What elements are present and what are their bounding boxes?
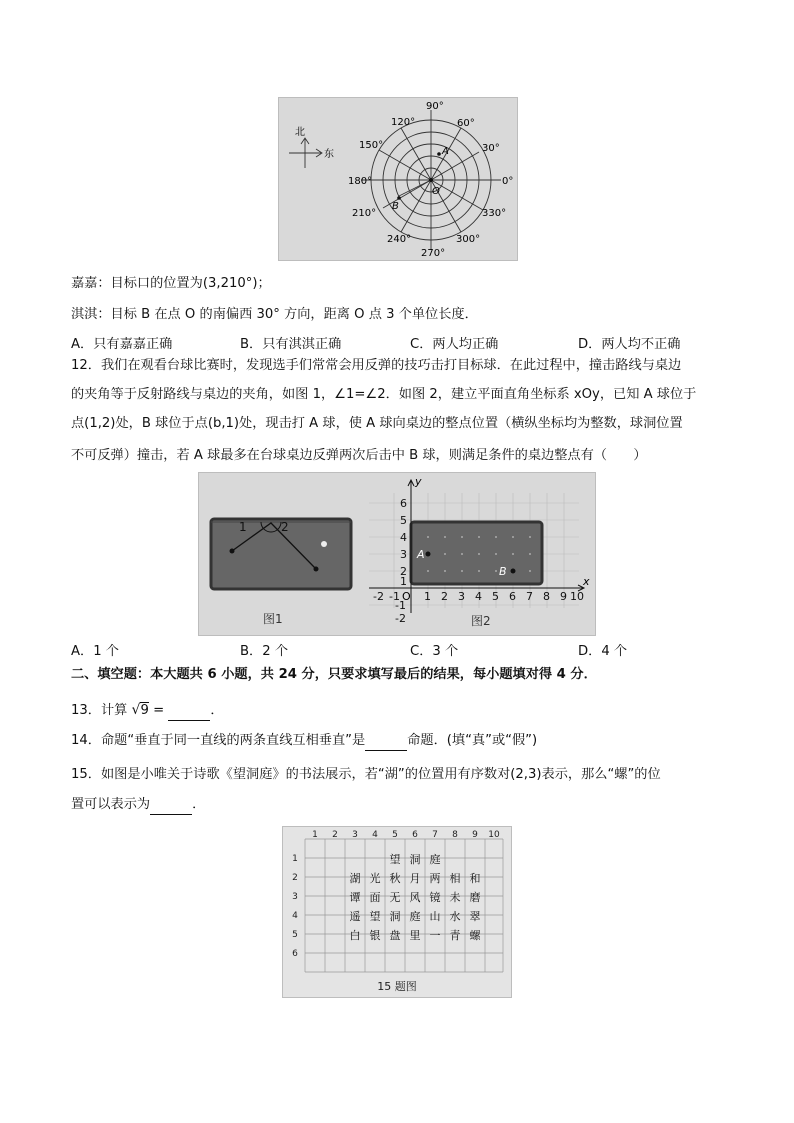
row-header-5: 5 [292, 930, 298, 940]
grid-cell: 无 [389, 891, 401, 904]
ball-b-label: B [499, 565, 507, 578]
grid-cell: 和 [469, 872, 481, 885]
col-header-1: 1 [312, 830, 318, 840]
q15-answer-blank[interactable] [150, 800, 192, 815]
billiard-figure [198, 472, 596, 636]
grid-cell: 光 [369, 872, 381, 885]
col-header-4: 4 [372, 830, 378, 840]
poem-grid-figure [282, 826, 512, 998]
q13-radicand: 9 [140, 703, 149, 718]
q12-line-4: 不可反弹）撞击，若 A 球最多在台球桌边反弹两次后击中 B 球，则满足条件的桌边整点有（ ） [71, 448, 647, 463]
q11-option-b: B．只有淇淇正确 [240, 337, 342, 352]
grid-cell: 洞 [409, 853, 421, 866]
grid-cell: 山 [429, 910, 441, 923]
q12-option-c: C．3 个 [410, 644, 459, 659]
grid-cell: 面 [369, 891, 381, 904]
grid-cell: 洞 [389, 910, 401, 923]
x-tick-neg2: -2 [373, 590, 384, 603]
y-tick-6: 6 [400, 497, 407, 510]
grid-cell: 湖 [349, 872, 361, 885]
angle-0-label: 0° [502, 176, 514, 187]
grid-cell: 盘 [389, 929, 401, 942]
q13-line [71, 700, 224, 721]
grid-cell: 水 [449, 910, 461, 923]
y-tick-4: 4 [400, 531, 407, 544]
y-tick-neg1: -1 [395, 599, 406, 612]
grid-cell: 庭 [429, 853, 441, 866]
q14-line [71, 731, 537, 751]
angle-2-label: 2 [281, 520, 289, 534]
y-tick-2: 2 [400, 565, 407, 578]
grid-cell: 秋 [389, 872, 401, 885]
col-header-10: 10 [488, 830, 500, 840]
y-tick-neg2: -2 [395, 612, 406, 625]
x-tick-4: 4 [475, 590, 482, 603]
north-label: 北 [295, 127, 305, 138]
x-tick-1: 1 [424, 590, 431, 603]
col-header-5: 5 [392, 830, 398, 840]
col-header-3: 3 [352, 830, 358, 840]
grid-cell: 里 [409, 929, 421, 942]
y-tick-3: 3 [400, 548, 407, 561]
col-header-8: 8 [452, 830, 458, 840]
grid-cell: 未 [449, 891, 461, 904]
row-header-3: 3 [292, 892, 298, 902]
angle-180-label: 180° [348, 176, 373, 187]
grid-cell: 翠 [469, 910, 481, 923]
grid-cell: 青 [449, 929, 461, 942]
jiajia-statement: 嘉嘉：目标口的位置为(3,210°)； [71, 276, 271, 291]
grid-cell: 一 [429, 929, 441, 942]
x-tick-5: 5 [492, 590, 499, 603]
grid-cell: 两 [429, 872, 441, 885]
angle-240-label: 240° [387, 234, 412, 245]
x-tick-2: 2 [441, 590, 448, 603]
east-label: 东 [324, 149, 334, 160]
grid-cell: 磨 [469, 891, 481, 904]
x-tick-8: 8 [543, 590, 550, 603]
point-a-label: A [442, 146, 449, 157]
q13-prefix: 13．计算 [71, 703, 128, 718]
x-tick-neg1: -1 [389, 590, 400, 603]
row-header-4: 4 [292, 911, 298, 921]
x-tick-7: 7 [526, 590, 533, 603]
angle-30-label: 30° [482, 143, 500, 154]
col-header-2: 2 [332, 830, 338, 840]
angle-60-label: 60° [457, 118, 475, 129]
q11-option-d: D．两人均不正确 [578, 337, 681, 352]
angle-1-label: 1 [239, 520, 247, 534]
x-tick-9: 9 [560, 590, 567, 603]
fig2-caption: 图2 [471, 614, 491, 628]
col-header-6: 6 [412, 830, 418, 840]
q13-answer-blank[interactable] [168, 706, 210, 721]
axis-y-label: y [415, 475, 422, 488]
q15-line-1: 15．如图是小唯关于诗歌《望洞庭》的书法展示，若“湖”的位置用有序数对(2,3)表示，那么“螺”的位 [71, 767, 661, 782]
grid-cell: 银 [369, 929, 381, 942]
grid-cell: 白 [349, 929, 361, 942]
y-tick-5: 5 [400, 514, 407, 527]
q12-option-b: B．2 个 [240, 644, 289, 659]
grid-cell: 风 [409, 891, 421, 904]
angle-150-label: 150° [359, 140, 384, 151]
grid-cell: 庭 [409, 910, 421, 923]
q12-line-1: 12．我们在观看台球比赛时，发现选手们常常会用反弹的技巧击打目标球．在此过程中，撞击路线与桌边 [71, 358, 682, 373]
x-tick-6: 6 [509, 590, 516, 603]
col-header-7: 7 [432, 830, 438, 840]
grid-cell: 相 [449, 872, 461, 885]
poem-grid-diagram [283, 827, 511, 997]
q12-option-a: A．1 个 [71, 644, 119, 659]
q11-option-a: A．只有嘉嘉正确 [71, 337, 173, 352]
billiard-diagram [199, 473, 595, 635]
angle-90-label: 90° [426, 101, 444, 112]
row-header-1: 1 [292, 854, 298, 864]
grid-caption: 15 题图 [377, 980, 417, 993]
angle-120-label: 120° [391, 117, 416, 128]
polar-coordinate-figure [278, 97, 518, 261]
q12-line-3: 点(1,2)处，B 球位于点(b,1)处，现击打 A 球，使 A 球向桌边的整点位置（横纵坐标均为整数，球洞位置 [71, 416, 683, 431]
y-tick-1: 1 [400, 575, 407, 588]
section-title: 二、填空题：本大题共 6 小题，共 24 分，只要求填写最后的结果，每小题填对得 4 分． [71, 667, 597, 682]
x-tick-10: 10 [570, 590, 584, 603]
fig1-caption: 图1 [263, 612, 283, 626]
row-header-6: 6 [292, 949, 298, 959]
q12-line-2: 的夹角等于反射路线与桌边的夹角，如图 1，∠1=∠2．如图 2，建立平面直角坐标系 xOy，已知 A 球位于 [71, 387, 697, 402]
q14-suffix: 命题．(填“真”或“假”) [407, 733, 538, 748]
angle-210-label: 210° [352, 208, 377, 219]
grid-cell: 镜 [429, 891, 441, 904]
origin-label: O [432, 186, 440, 197]
grid-cell: 螺 [469, 929, 481, 942]
grid-cell: 望 [369, 910, 381, 923]
grid-cell: 月 [409, 872, 421, 885]
grid-cell: 谭 [349, 891, 361, 904]
q13-suffix: ． [210, 703, 224, 718]
row-header-2: 2 [292, 873, 298, 883]
angle-270-label: 270° [421, 248, 446, 259]
col-header-9: 9 [472, 830, 478, 840]
origin-o-label: O [402, 590, 411, 603]
q12-option-d: D．4 个 [578, 644, 628, 659]
q15-line-2 [71, 795, 205, 815]
angle-330-label: 330° [482, 208, 507, 219]
equals-sign: = [153, 703, 165, 718]
q15-end: ． [192, 797, 206, 812]
x-tick-3: 3 [458, 590, 465, 603]
q15-line-2-text: 置可以表示为 [71, 797, 151, 812]
axis-x-label: x [583, 575, 590, 588]
grid-cell: 遥 [349, 910, 361, 923]
q14-prefix: 14．命题“垂直于同一直线的两条直线互相垂直”是 [71, 733, 366, 748]
polar-diagram [279, 98, 517, 260]
point-b-label: B [392, 201, 399, 212]
grid-cell: 望 [389, 853, 401, 866]
angle-300-label: 300° [456, 234, 481, 245]
q11-option-c: C．两人均正确 [410, 337, 499, 352]
sqrt-symbol: √ [131, 702, 141, 718]
ball-a-label: A [417, 548, 425, 561]
q14-answer-blank[interactable] [365, 736, 407, 751]
qiqi-statement: 淇淇：目标 B 在点 O 的南偏西 30° 方向，距离 O 点 3 个单位长度． [71, 307, 478, 322]
